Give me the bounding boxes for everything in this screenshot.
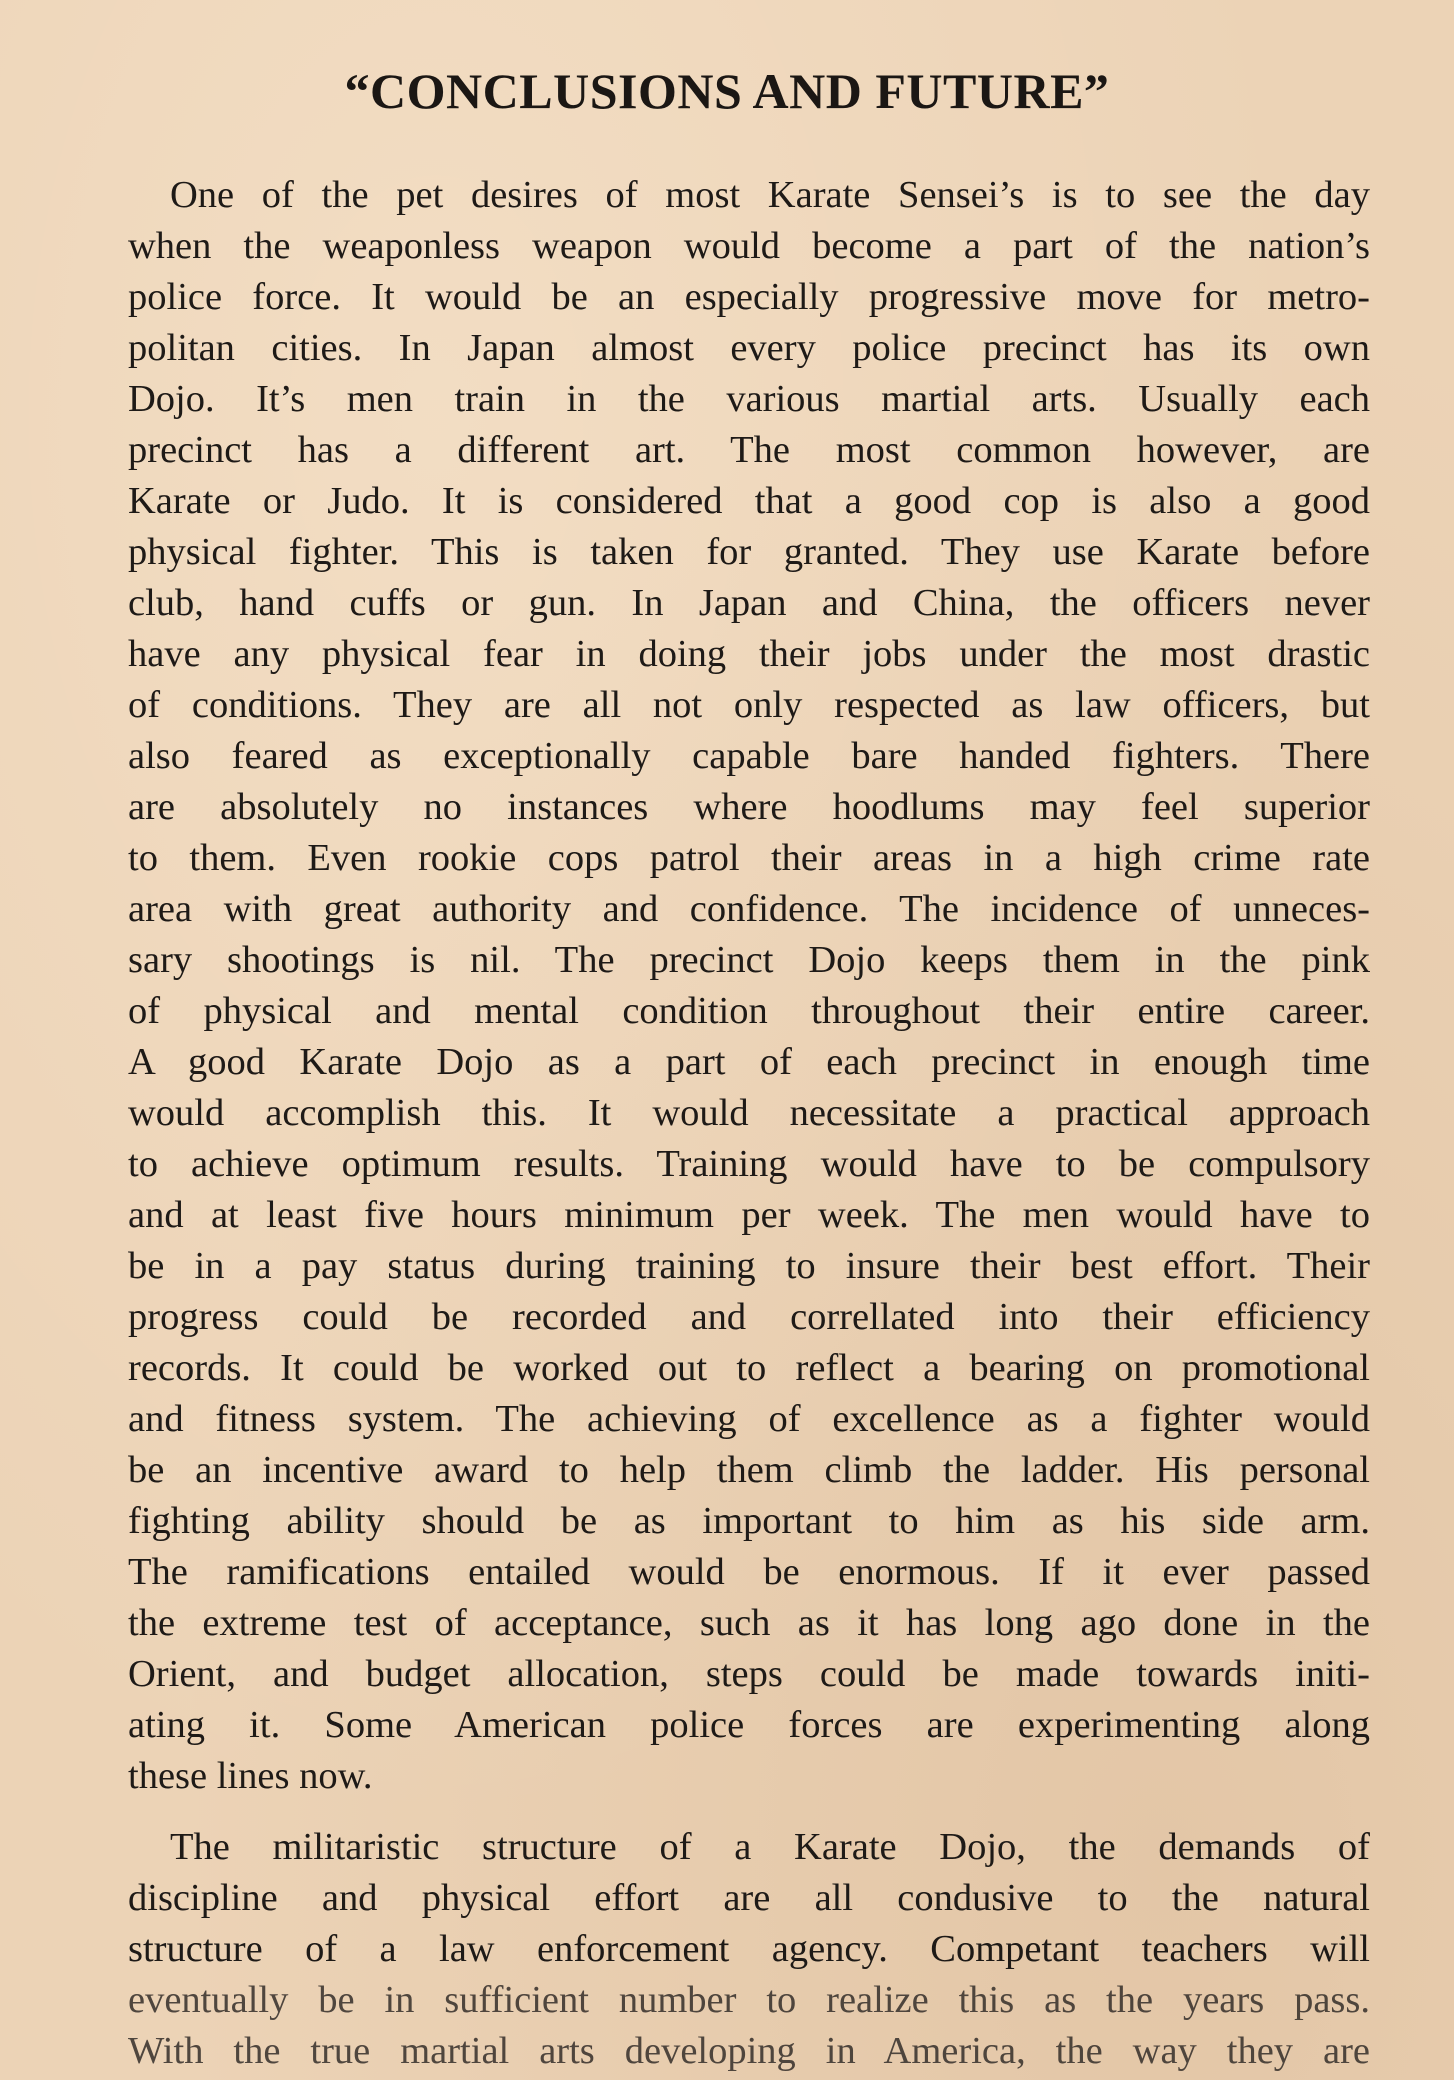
text-line: ating it. Some American police forces are experimenting along xyxy=(128,1704,1370,1746)
text-line: area with great authority and confidence. The incidence of unneces- xyxy=(128,888,1370,930)
text-line: structure of a law enforcement agency. Competant teachers will xyxy=(128,1928,1370,1970)
text-line: when the weaponless weapon would become a part of the nation’s xyxy=(128,225,1370,267)
text-line: be in a pay status during training to insure their best effort. Their xyxy=(128,1245,1370,1287)
text-line: would accomplish this. It would necessitate a practical approach xyxy=(128,1092,1370,1134)
text-line: The militaristic structure of a Karate Dojo, the demands of xyxy=(170,1826,1370,1868)
text-line: also feared as exceptionally capable bare handed fighters. There xyxy=(128,735,1370,777)
text-line: One of the pet desires of most Karate Sensei’s is to see the day xyxy=(170,174,1370,216)
text-line: and fitness system. The achieving of excellence as a fighter would xyxy=(128,1398,1370,1440)
text-line: these lines now. xyxy=(128,1755,373,1797)
text-line: police force. It would be an especially progressive move for metro- xyxy=(128,276,1370,318)
text-line: fighting ability should be as important to him as his side arm. xyxy=(128,1500,1370,1542)
text-line: precinct has a different art. The most common however, are xyxy=(128,429,1370,471)
text-line: to them. Even rookie cops patrol their areas in a high crime rate xyxy=(128,837,1370,879)
text-line: of conditions. They are all not only respected as law officers, but xyxy=(128,684,1370,726)
text-line: are absolutely no instances where hoodlums may feel superior xyxy=(128,786,1370,828)
paragraph-1 xyxy=(128,170,1370,1802)
text-line: physical fighter. This is taken for granted. They use Karate before xyxy=(128,531,1370,573)
chapter-title: “CONCLUSIONS AND FUTURE” xyxy=(344,63,1110,119)
text-line: of physical and mental condition throughout their entire career. xyxy=(128,990,1370,1032)
text-line: records. It could be worked out to reflect a bearing on promotional xyxy=(128,1347,1370,1389)
text-line: Orient, and budget allocation, steps could be made towards initi- xyxy=(128,1653,1370,1695)
text-line: to achieve optimum results. Training would have to be compulsory xyxy=(128,1143,1370,1185)
text-line: be an incentive award to help them climb the ladder. His personal xyxy=(128,1449,1370,1491)
text-line: Karate or Judo. It is considered that a good cop is also a good xyxy=(128,480,1370,522)
text-line: have any physical fear in doing their jobs under the most drastic xyxy=(128,633,1370,675)
text-line: The ramifications entailed would be enormous. If it ever passed xyxy=(128,1551,1370,1593)
text-line: sary shootings is nil. The precinct Dojo keeps them in the pink xyxy=(128,939,1370,981)
text-line: progress could be recorded and correllated into their efficiency xyxy=(128,1296,1370,1338)
text-line: With the true martial arts developing in America, the way they are xyxy=(128,2030,1370,2072)
text-line: Dojo. It’s men train in the various martial arts. Usually each xyxy=(128,378,1370,420)
text-line: eventually be in sufficient number to realize this as the years pass. xyxy=(128,1979,1370,2021)
text-line: A good Karate Dojo as a part of each precinct in enough time xyxy=(128,1041,1370,1083)
text-line: and at least five hours minimum per week. The men would have to xyxy=(128,1194,1370,1236)
text-line: the extreme test of acceptance, such as it has long ago done in the xyxy=(128,1602,1370,1644)
text-line: politan cities. In Japan almost every police precinct has its own xyxy=(128,327,1370,369)
paragraph-2 xyxy=(128,1822,1370,2077)
text-line: club, hand cuffs or gun. In Japan and China, the officers never xyxy=(128,582,1370,624)
text-line: discipline and physical effort are all condusive to the natural xyxy=(128,1877,1370,1919)
